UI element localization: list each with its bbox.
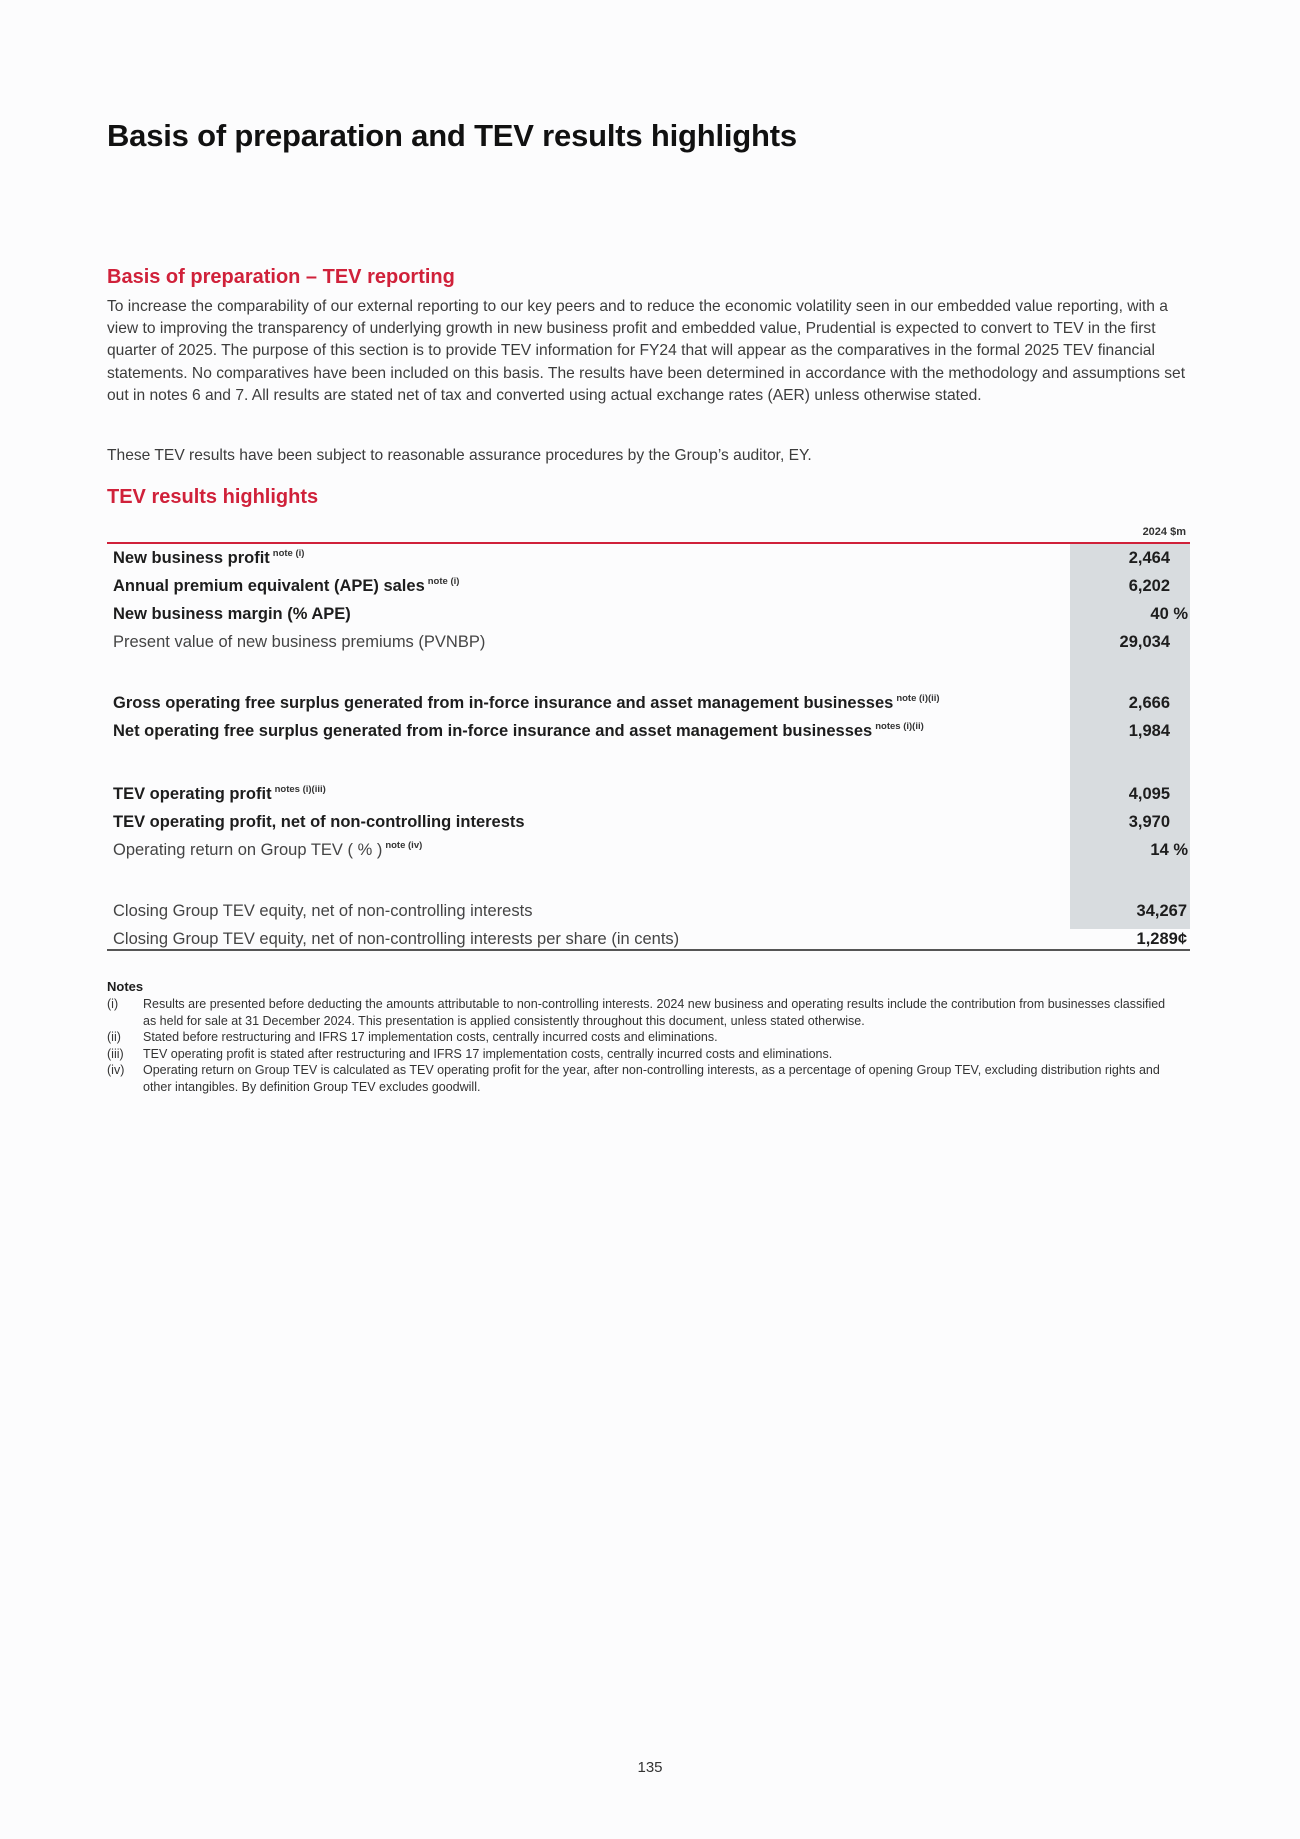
row-value: 1,289¢ [1136, 929, 1187, 948]
row-label: Present value of new business premiums (PVNBP) [113, 632, 486, 651]
table-top-rule [107, 542, 1190, 544]
note-item [107, 996, 1167, 1029]
row-value: 29,034 [1119, 632, 1170, 651]
tev-highlights-table [107, 522, 1190, 952]
basis-paragraph: To increase the comparability of our external reporting to our key peers and to reduce the economic volatility seen in our embedded value reporting, with a view to improving the transparency of underlying growth in new business profit and embedded value, Prudential is expected to convert to TEV in the first quarter of 2025. The purpose of this section is to provide TEV information for FY24 that will appear as the comparatives in the formal 2025 TEV financial statements. No comparatives have been included on this basis. The results have been determined in accordance with the methodology and assumptions set out in notes 6 and 7. All results are stated net of tax and converted using actual exchange rates (AER) unless otherwise stated. [107, 298, 1186, 404]
note-item [107, 1062, 1167, 1095]
notes-section [107, 979, 1167, 1095]
row-note-ref: note (i) [427, 576, 460, 587]
row-value: 40 % [1150, 604, 1188, 623]
row-label: Operating return on Group TEV ( % ) [113, 841, 383, 859]
row-label: TEV operating profit, net of non-controlling interests [113, 812, 525, 831]
row-value: 6,202 [1128, 576, 1170, 595]
note-number: (i) [107, 997, 119, 1011]
table-row-gross-operating-free-surplus [107, 690, 1190, 716]
row-note-ref: note (iv) [385, 840, 423, 851]
row-label: Net operating free surplus generated from in-force insurance and asset management businesses [113, 722, 873, 740]
basis-heading: Basis of preparation – TEV reporting [107, 266, 455, 288]
note-number: (iii) [107, 1046, 124, 1061]
row-note-ref: note (i)(ii) [896, 693, 940, 704]
table-bottom-rule [107, 949, 1190, 951]
row-label: Annual premium equivalent (APE) sales [113, 577, 425, 595]
note-text: Results are presented before deducting the amounts attributable to non-controlling interests. 2024 new business and operating results include the contribution from businesses classified as held for sale at 31 December 2024. This presentation is applied consistently throughout this document, unless stated otherwise. [143, 997, 1166, 1028]
row-value: 2,464 [1128, 548, 1170, 567]
table-row-tev-operating-profit [107, 781, 1190, 807]
column-header-2024: 2024 $m [1142, 526, 1186, 538]
page-title: Basis of preparation and TEV results highlights [107, 118, 797, 153]
note-text: Operating return on Group TEV is calculated as TEV operating profit for the year, after non-controlling interests, as a percentage of opening Group TEV, excluding distribution rights and other intangibles. By definition Group TEV excludes goodwill. [143, 1063, 1160, 1094]
row-label: New business profit [113, 549, 270, 567]
table-row-closing-group-tev-equity [107, 898, 1190, 924]
note-number: (ii) [107, 1030, 121, 1044]
highlights-heading: TEV results highlights [107, 486, 319, 508]
table-row-new-business-profit [107, 545, 1190, 571]
row-label: TEV operating profit [113, 785, 272, 803]
row-value: 14 % [1150, 840, 1188, 859]
row-note-ref: notes (i)(iii) [274, 784, 326, 795]
assurance-statement: These TEV results have been subject to reasonable assurance procedures by the Group’s auditor, EY. [107, 447, 812, 464]
page-number: 135 [637, 1759, 663, 1776]
row-value: 2,666 [1128, 693, 1170, 712]
note-item [107, 1046, 1167, 1063]
notes-title: Notes [107, 979, 144, 994]
note-item [107, 1029, 1167, 1046]
row-value: 1,984 [1128, 721, 1170, 740]
row-label: Gross operating free surplus generated from in-force insurance and asset management businesses [113, 694, 894, 712]
note-text: Stated before restructuring and IFRS 17 implementation costs, centrally incurred costs and eliminations. [143, 1030, 718, 1044]
table-row-ape-sales [107, 573, 1190, 599]
row-label: Closing Group TEV equity, net of non-controlling interests per share (in cents) [113, 929, 680, 948]
row-value: 34,267 [1136, 901, 1187, 920]
row-note-ref: notes (i)(ii) [875, 721, 924, 732]
table-row-pvnbp [107, 629, 1190, 655]
row-value: 4,095 [1128, 784, 1170, 803]
table-row-new-business-margin [107, 601, 1190, 627]
note-number: (iv) [107, 1063, 125, 1077]
row-label: Closing Group TEV equity, net of non-controlling interests [113, 901, 533, 920]
row-note-ref: note (i) [272, 548, 305, 559]
note-text: TEV operating profit is stated after restructuring and IFRS 17 implementation costs, centrally incurred costs and eliminations. [143, 1046, 833, 1061]
row-label: New business margin (% APE) [113, 604, 351, 623]
table-row-net-operating-free-surplus [107, 718, 1190, 744]
row-value: 3,970 [1128, 812, 1170, 831]
table-row-operating-return [107, 837, 1190, 863]
table-row-tev-operating-profit-net-nci [107, 809, 1190, 835]
